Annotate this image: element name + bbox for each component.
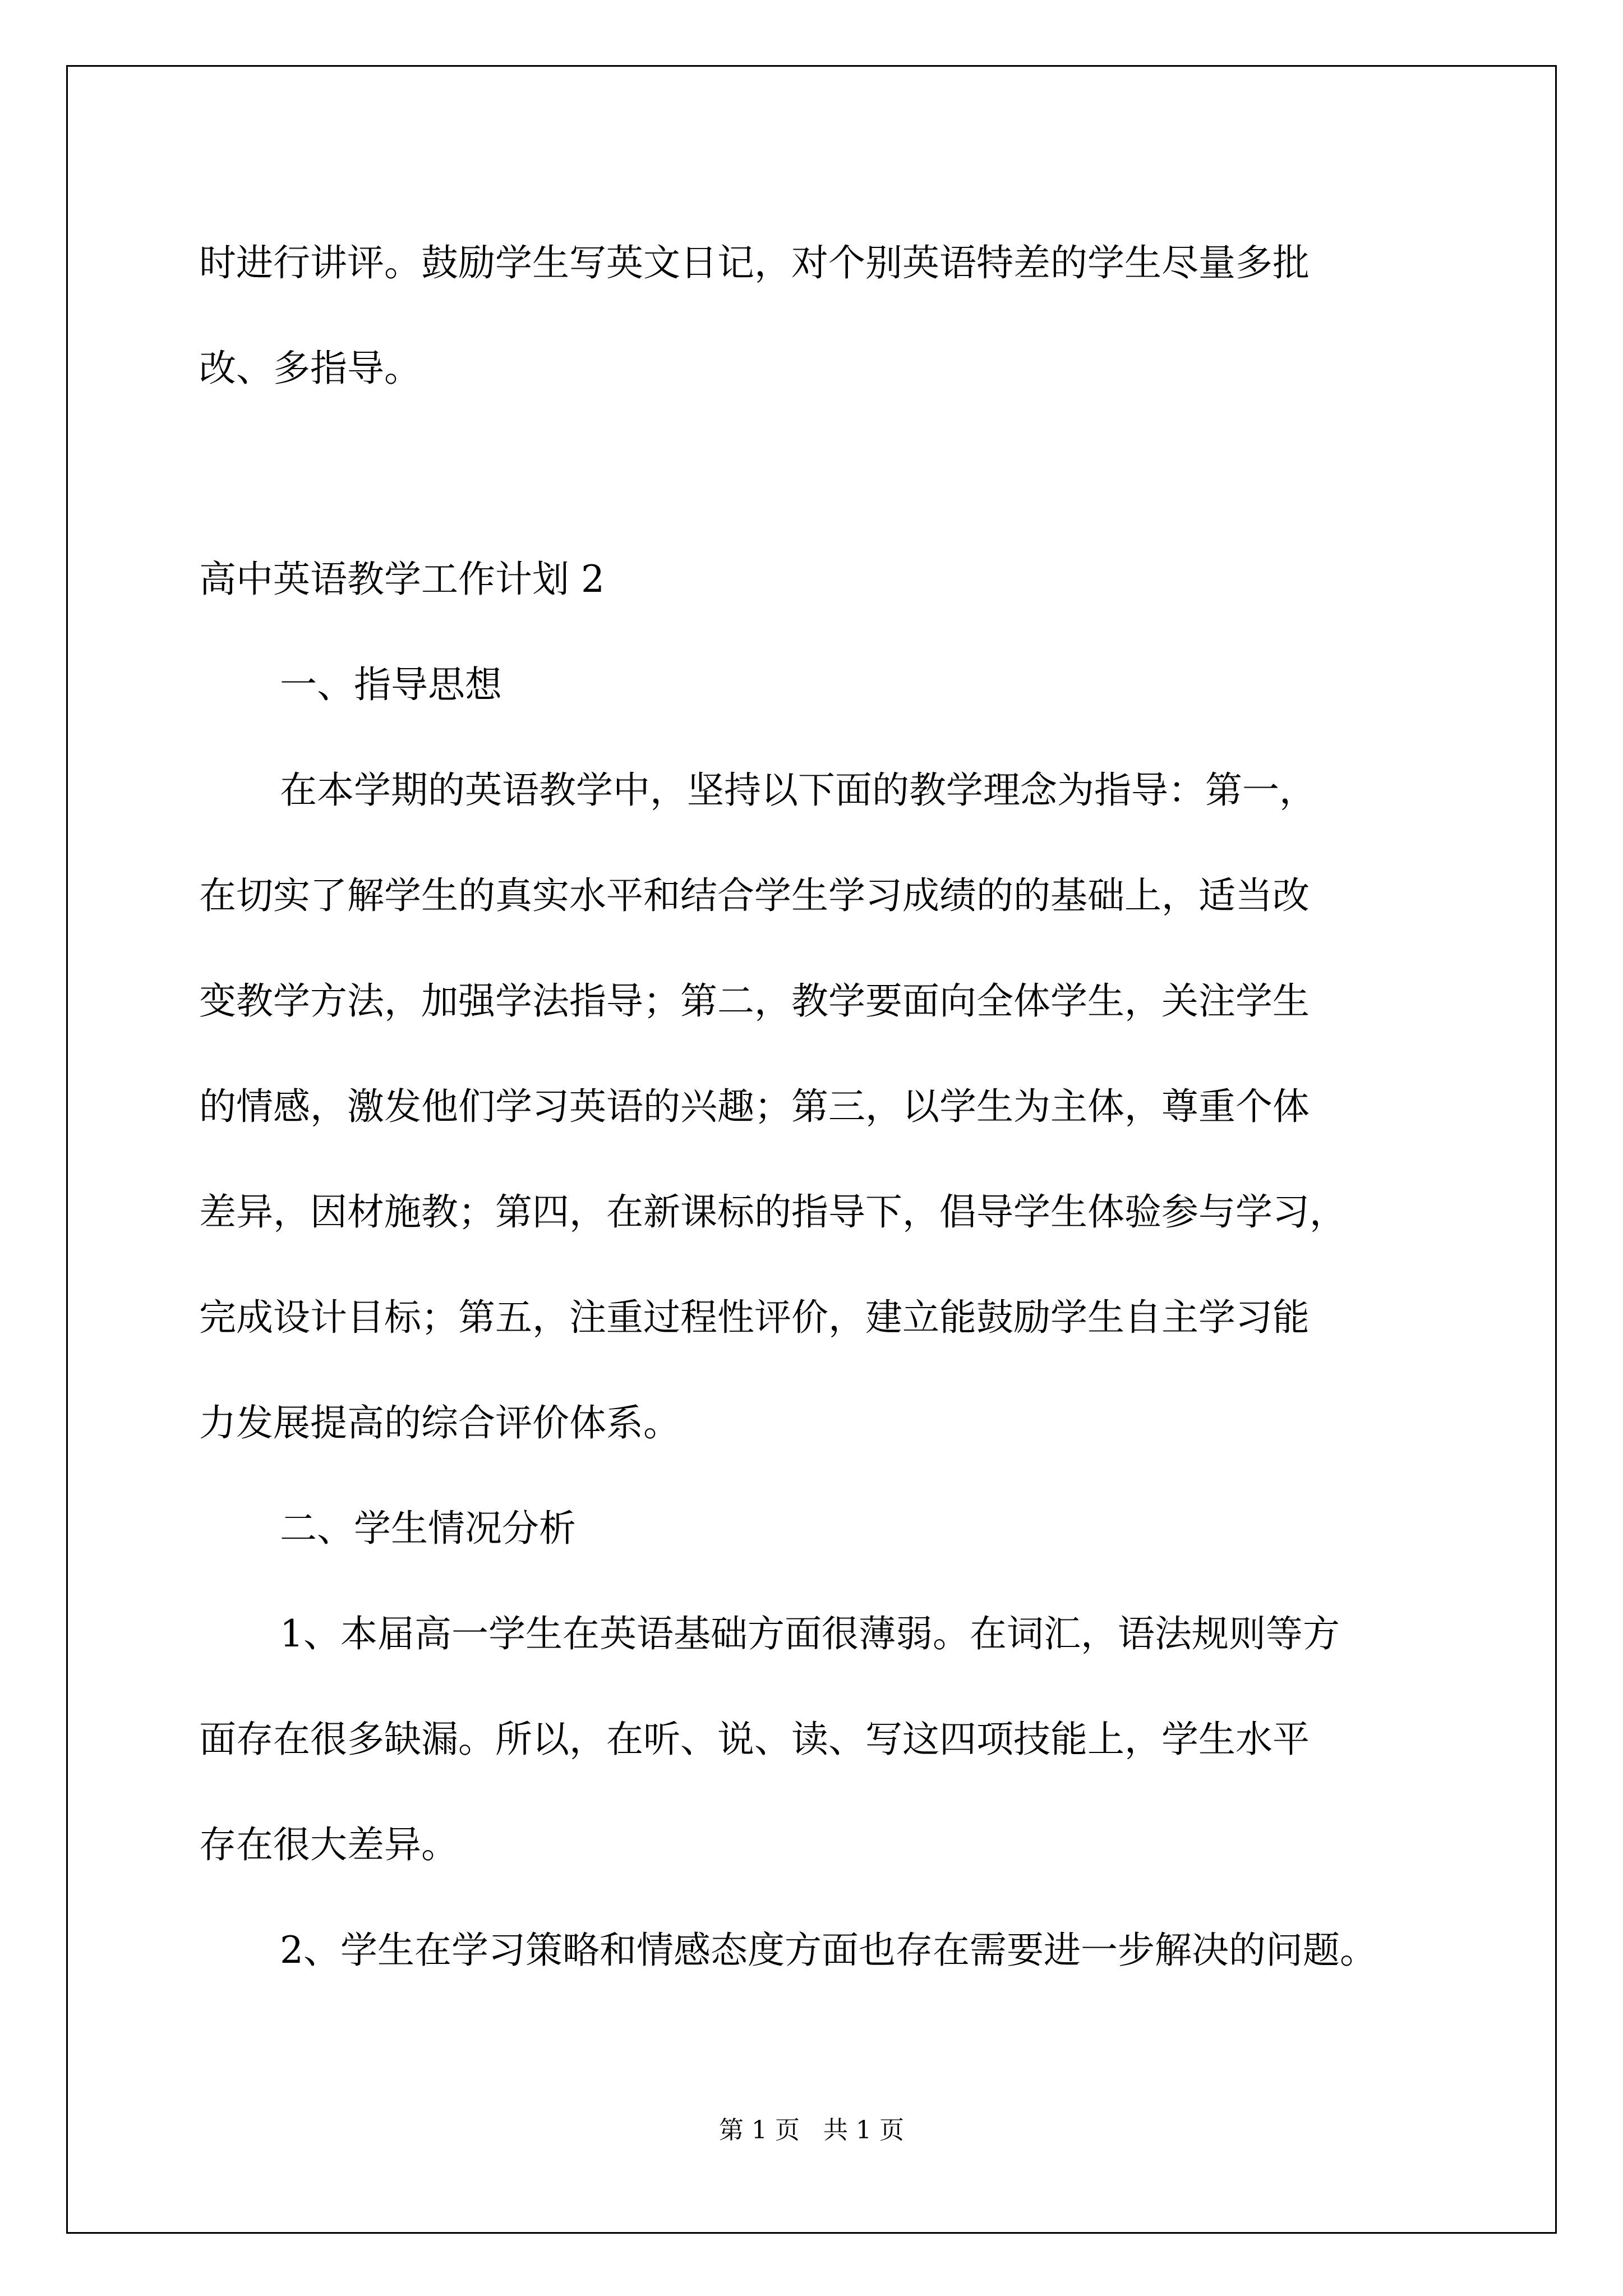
text-line: 1、本届高一学生在英语基础方面很薄弱。在词汇，语法规则等方	[280, 1612, 1340, 1655]
text-line: 在本学期的英语教学中，坚持以下面的教学理念为指导：第一，	[280, 769, 1316, 812]
text-line: 变教学方法，加强学法指导；第二，教学要面向全体学生，关注学生	[199, 979, 1310, 1023]
paragraph-continuation	[199, 210, 1438, 421]
page-footer	[0, 2114, 1623, 2147]
page-number: 第 1 页	[719, 2116, 800, 2145]
text-line: 存在很大差异。	[199, 1823, 458, 1866]
heading-student-analysis: 二、学生情况分析	[280, 1507, 576, 1550]
text-line: 的情感，激发他们学习英语的兴趣；第三，以学生为主体，尊重个体	[199, 1085, 1310, 1128]
text-line: 时进行讲评。鼓励学生写英文日记，对个别英语特差的学生尽量多批	[199, 241, 1310, 284]
paragraph-point-2	[199, 1898, 1438, 2003]
text-line: 完成设计目标；第五，注重过程性评价，建立能鼓励学生自主学习能	[199, 1296, 1310, 1339]
paragraph-teaching-philosophy	[199, 738, 1438, 1476]
text-line: 力发展提高的综合评价体系。	[199, 1401, 680, 1444]
section-title: 高中英语教学工作计划 2	[199, 558, 605, 601]
text-line: 改、多指导。	[199, 347, 421, 390]
text-line: 差异，因材施教；第四，在新课标的指导下，倡导学生体验参与学习，	[199, 1190, 1347, 1234]
text-line: 面存在很多缺漏。所以，在听、说、读、写这四项技能上，学生水平	[199, 1718, 1310, 1761]
page-total: 共 1 页	[823, 2116, 904, 2145]
text-line: 2、学生在学习策略和情感态度方面也存在需要进一步解决的问题。	[280, 1929, 1377, 1972]
paragraph-point-1	[199, 1581, 1438, 1898]
document-body	[199, 210, 1438, 2003]
text-line: 在切实了解学生的真实水平和结合学生学习成绩的的基础上，适当改	[199, 874, 1310, 917]
heading-guiding-thought: 一、指导思想	[280, 663, 502, 706]
